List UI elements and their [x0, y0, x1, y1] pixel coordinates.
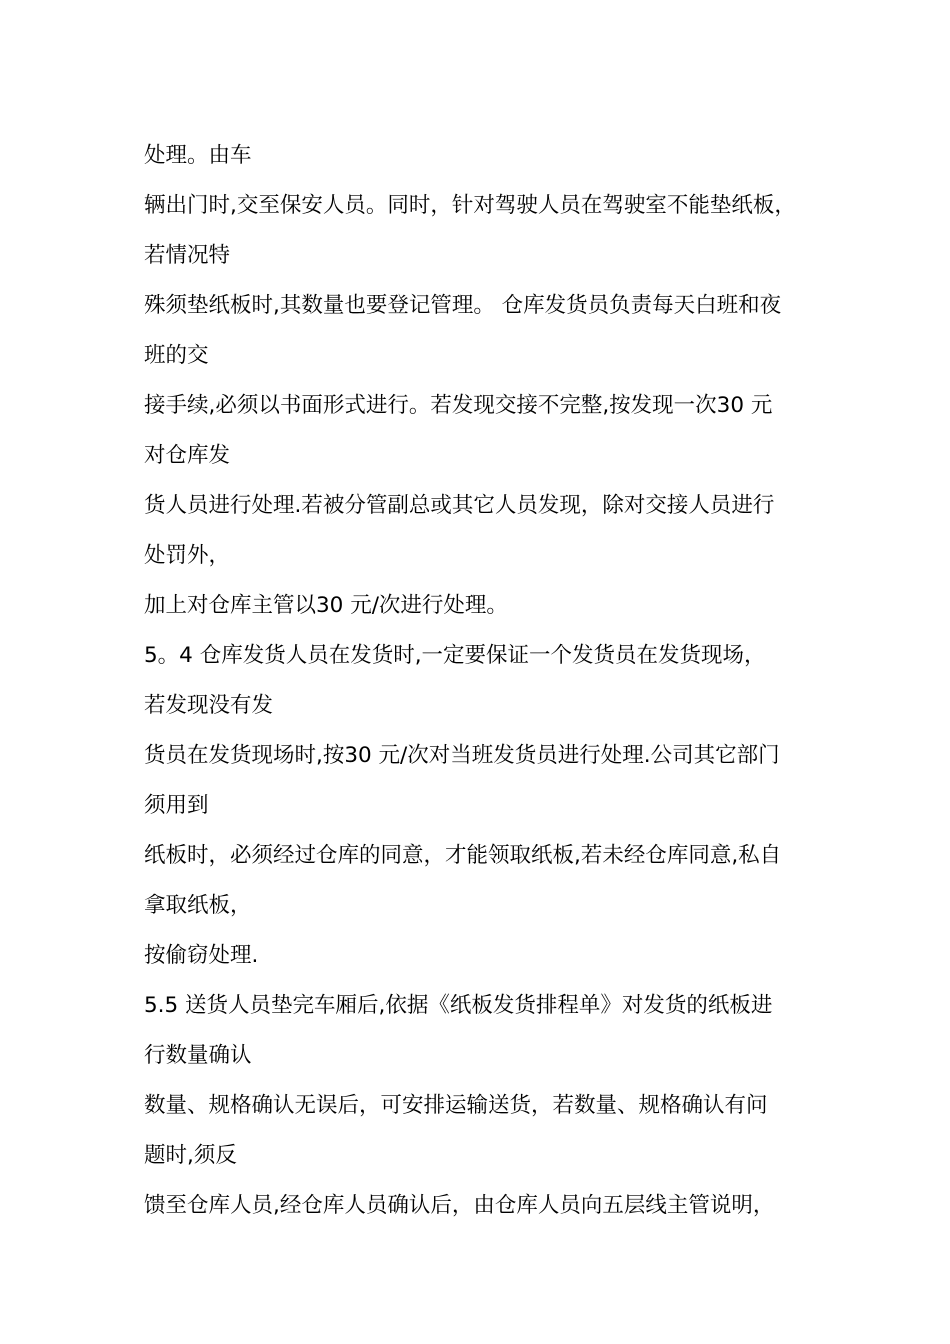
text-line: 5。4 仓库发货人员在发货时,一定要保证一个发货员在发货现场，: [144, 643, 766, 668]
body-text: [144, 131, 864, 1231]
text-line: 辆出门时,交至保安人员。同时，针对驾驶人员在驾驶室不能垫纸板，: [144, 193, 796, 218]
text-line: 加上对仓库主管以30 元/次进行处理。: [144, 593, 508, 618]
text-line: 题时,须反: [144, 1143, 237, 1168]
text-line: 纸板时，必须经过仓库的同意，才能领取纸板,若未经仓库同意,私自: [144, 843, 782, 868]
text-line: 对仓库发: [144, 443, 231, 468]
text-line: 馈至仓库人员,经仓库人员确认后，由仓库人员向五层线主管说明，: [144, 1193, 775, 1218]
text-line: 货员在发货现场时,按30 元/次对当班发货员进行处理.公司其它部门: [144, 743, 780, 768]
text-line: 货人员进行处理.若被分管副总或其它人员发现，除对交接人员进行: [144, 493, 775, 518]
text-line: 接手续,必须以书面形式进行。若发现交接不完整,按发现一次30 元: [144, 393, 773, 418]
text-line: 若发现没有发: [144, 693, 274, 718]
text-line: 行数量确认: [144, 1043, 252, 1068]
text-line: 按偷窃处理.: [144, 943, 259, 968]
text-line: 须用到: [144, 793, 209, 818]
text-line: 5.5 送货人员垫完车厢后,依据《纸板发货排程单》对发货的纸板进: [144, 993, 773, 1018]
text-line: 数量、规格确认无误后，可安排运输送货，若数量、规格确认有问: [144, 1093, 768, 1118]
text-line: 若情况特: [144, 243, 231, 268]
text-line: 处理。由车: [144, 143, 252, 168]
text-line: 拿取纸板，: [144, 893, 252, 918]
text-line: 殊须垫纸板时,其数量也要登记管理。 仓库发货员负责每天白班和夜: [144, 293, 782, 318]
text-line: 班的交: [144, 343, 209, 368]
text-line: 处罚外，: [144, 543, 231, 568]
